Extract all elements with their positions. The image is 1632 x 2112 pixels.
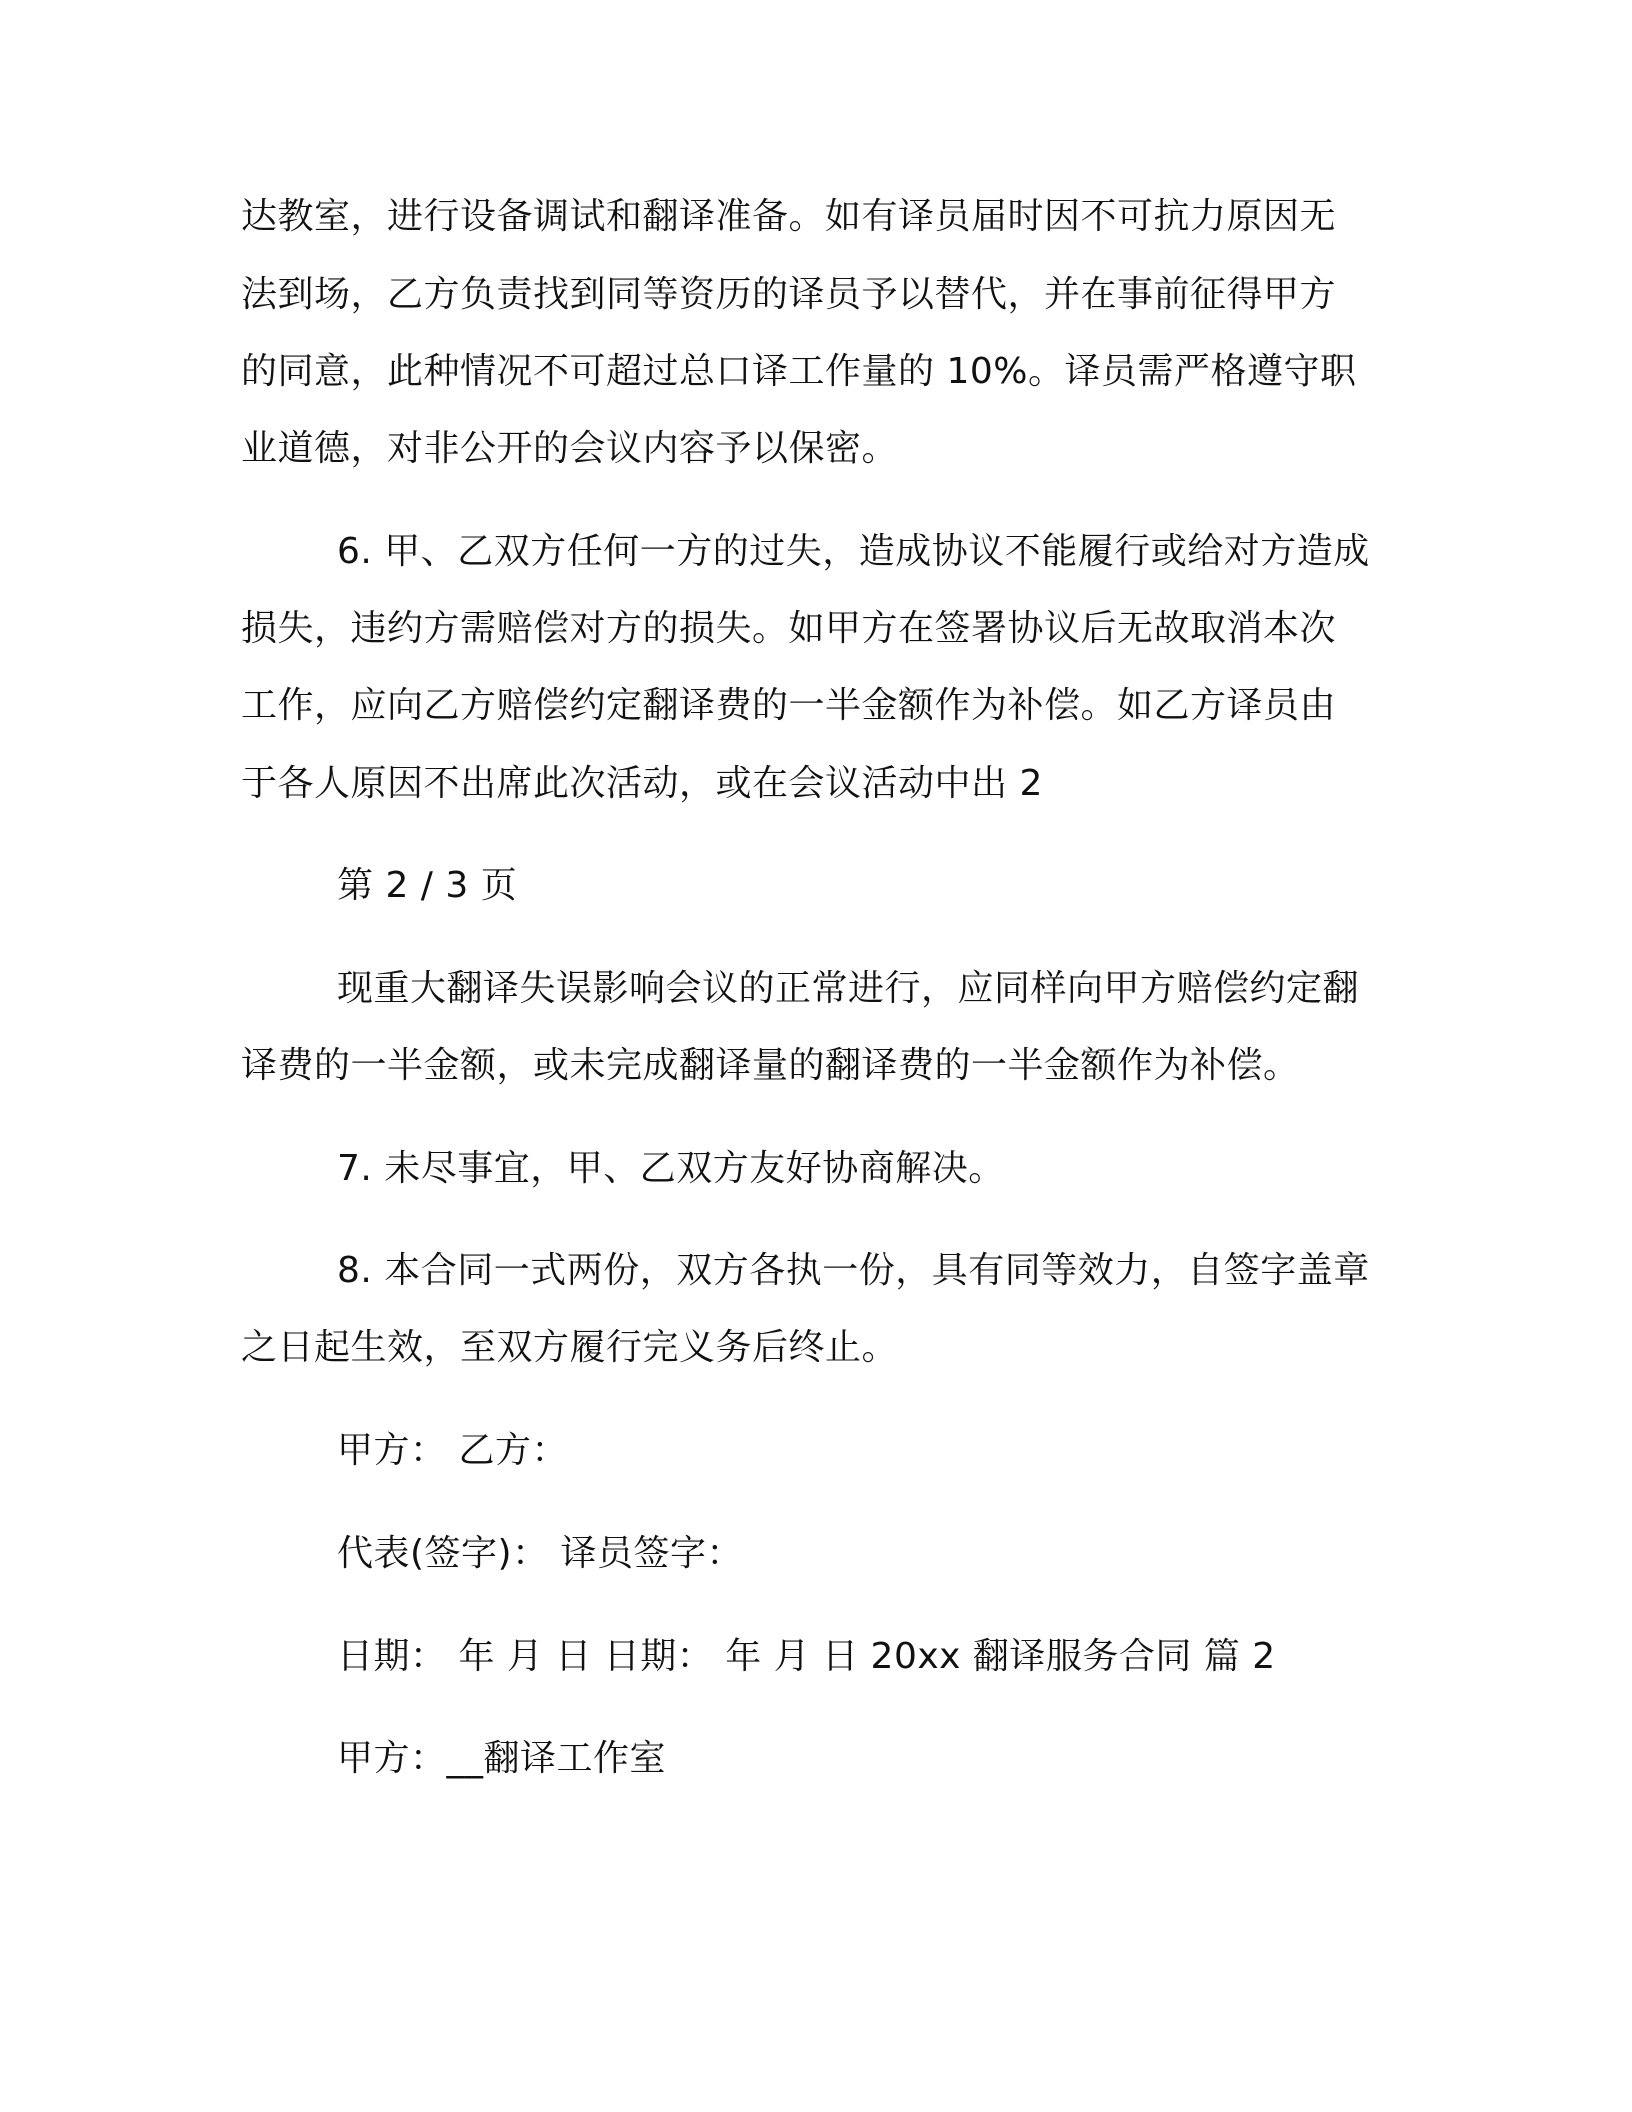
- clause-6-continued-line: 现重大翻译失误影响会议的正常进行，应同样向甲方赔偿约定翻: [337, 968, 1360, 1009]
- clause-6-line: 6. 甲、乙双方任何一方的过失，造成协议不能履行或给对方造成: [337, 531, 1370, 572]
- paragraph-line: 达教室，进行设备调试和翻译准备。如有译员届时因不可抗力原因无: [241, 196, 1337, 237]
- parties-line: 甲方： 乙方：: [337, 1430, 568, 1471]
- signature-line: 代表(签字)： 译员签字：: [337, 1533, 744, 1574]
- clause-8-line: 之日起生效，至双方履行完义务后终止。: [241, 1327, 899, 1368]
- party-a-line: 甲方：__翻译工作室: [337, 1738, 667, 1779]
- clause-6-line: 工作，应向乙方赔偿约定翻译费的一半金额作为补偿。如乙方译员由: [241, 685, 1337, 726]
- date-line: 日期： 年 月 日 日期： 年 月 日 20xx 翻译服务合同 篇 2: [337, 1636, 1276, 1677]
- paragraph-line: 的同意，此种情况不可超过总口译工作量的 10%。译员需严格遵守职: [241, 351, 1357, 392]
- clause-6-line: 损失，违约方需赔偿对方的损失。如甲方在签署协议后无故取消本次: [241, 608, 1337, 649]
- clause-6-continued-line: 译费的一半金额，或未完成翻译量的翻译费的一半金额作为补偿。: [241, 1045, 1300, 1086]
- clause-8-line: 8. 本合同一式两份，双方各执一份，具有同等效力，自签字盖章: [337, 1250, 1370, 1291]
- paragraph-line: 业道德，对非公开的会议内容予以保密。: [241, 428, 899, 469]
- clause-6-line: 于各人原因不出席此次活动，或在会议活动中出 2: [241, 763, 1043, 804]
- paragraph-line: 法到场，乙方负责找到同等资历的译员予以替代，并在事前征得甲方: [241, 274, 1337, 315]
- page-marker: 第 2 / 3 页: [337, 865, 518, 906]
- clause-7: 7. 未尽事宜，甲、乙双方友好协商解决。: [337, 1148, 1005, 1189]
